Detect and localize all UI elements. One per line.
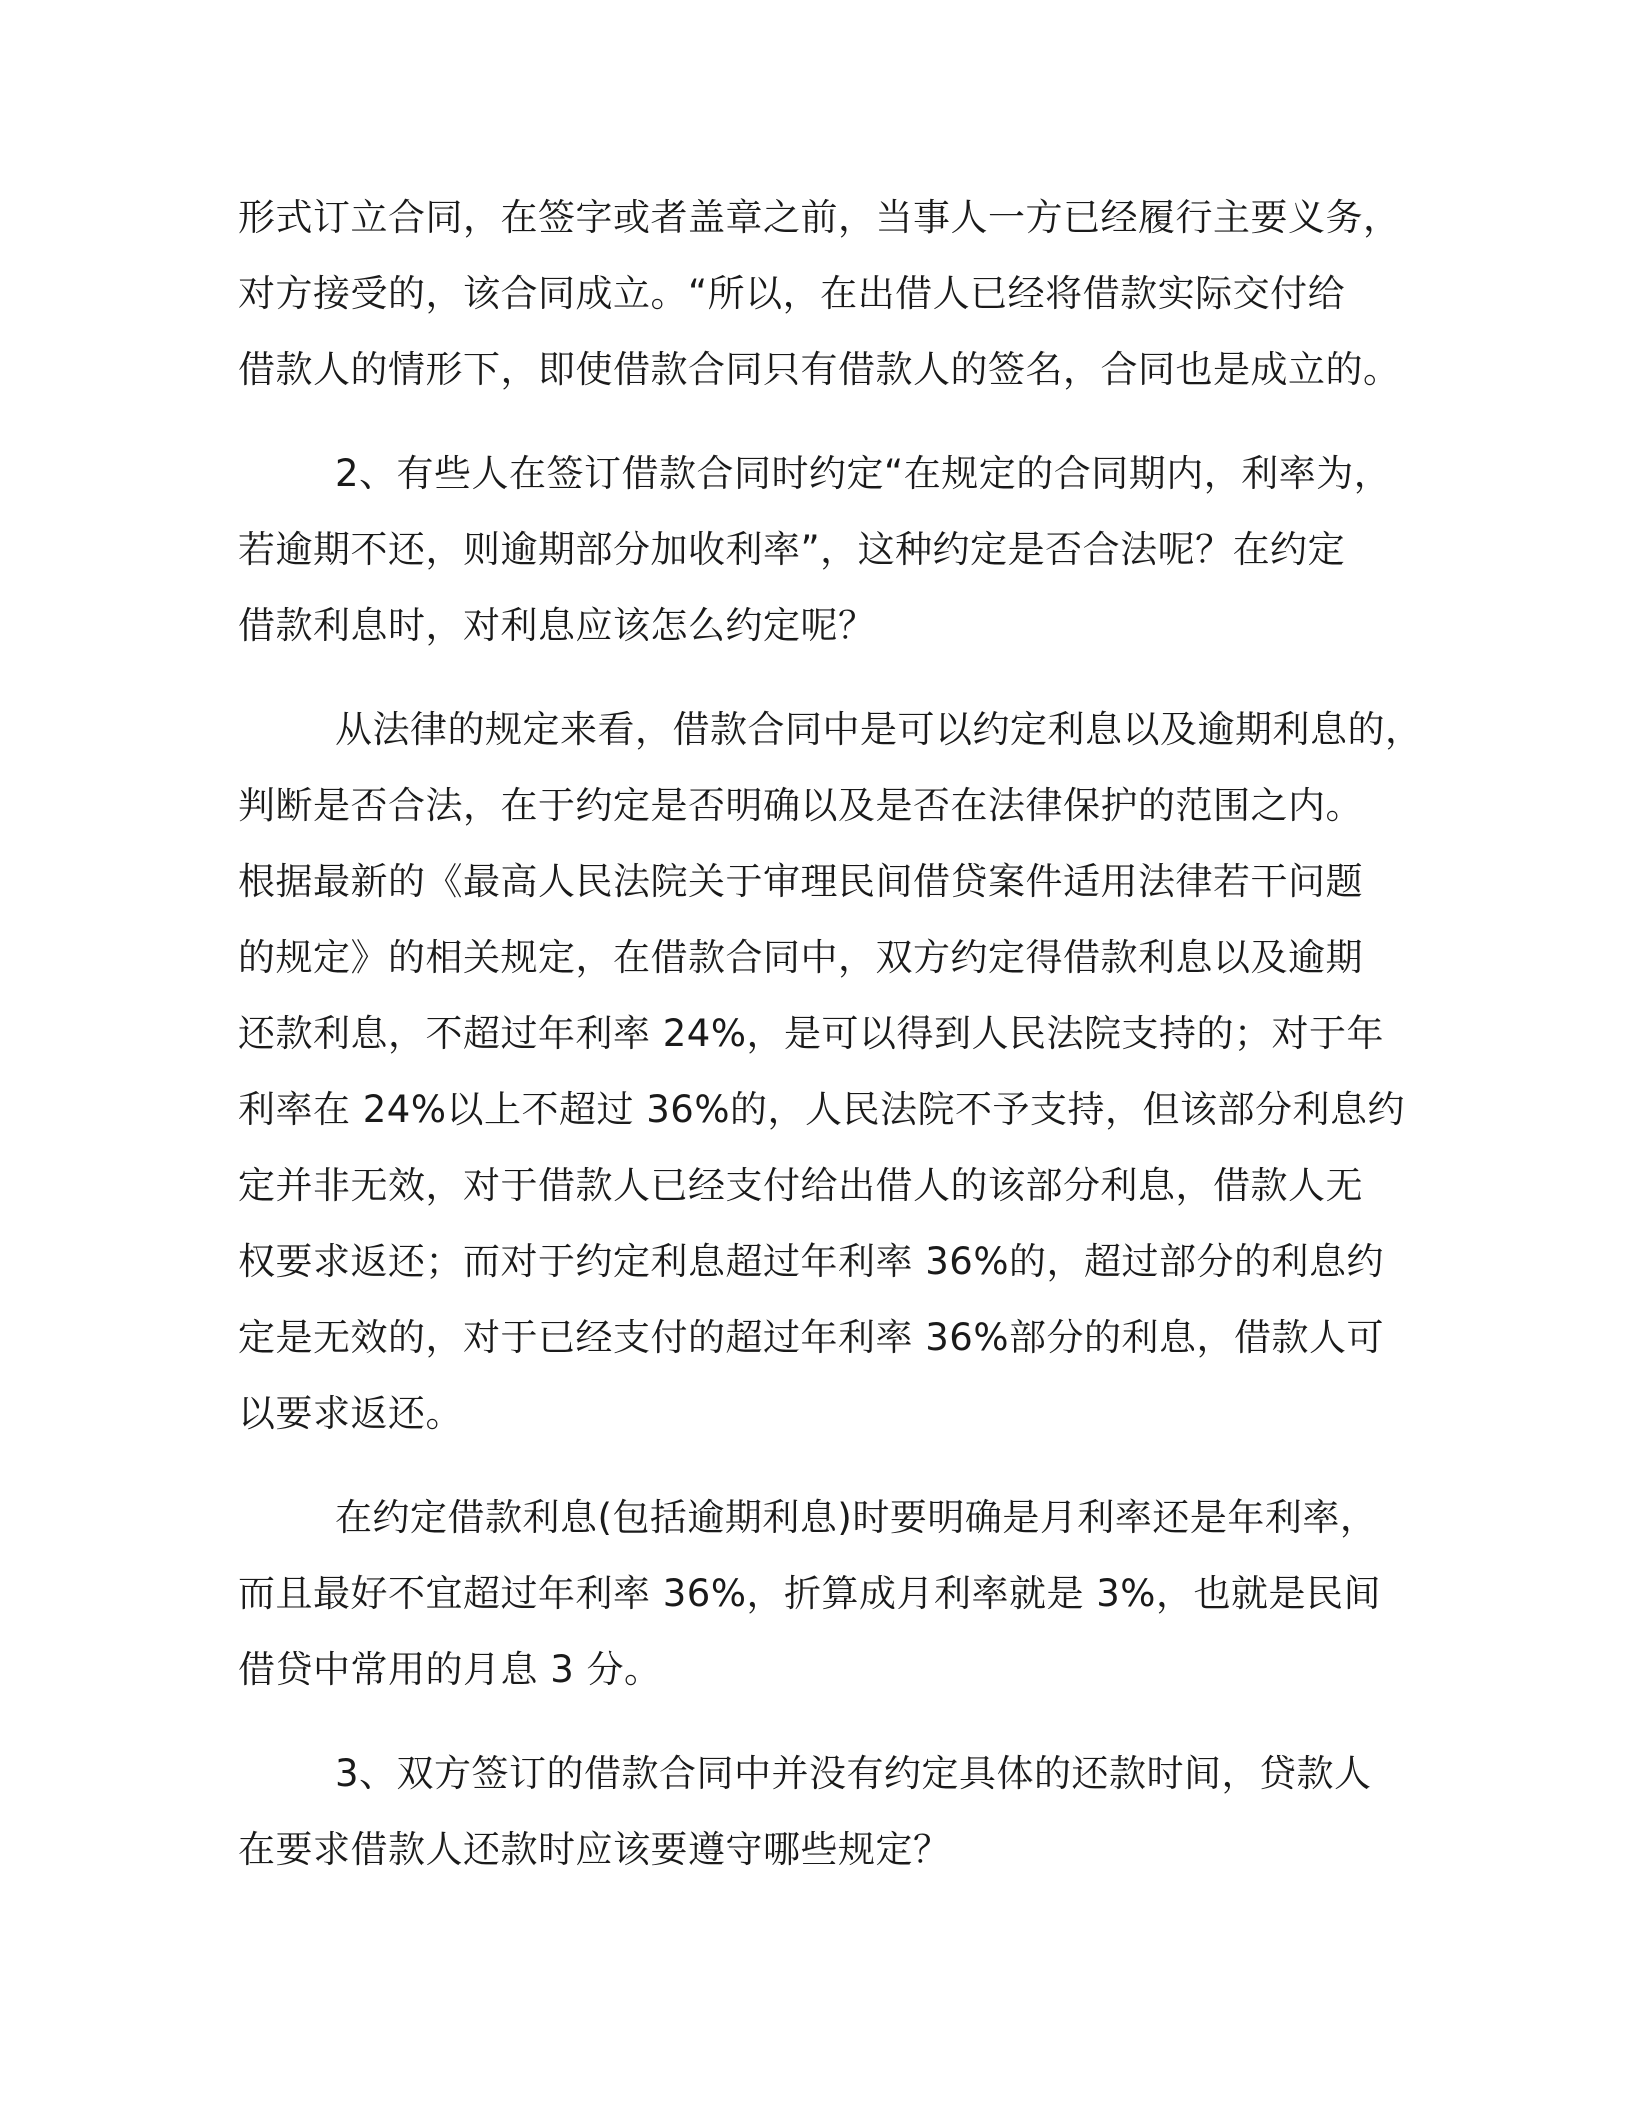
paragraph-5-line-1: 3、双方签订的借款合同中并没有约定具体的还款时间，贷款人 <box>335 1752 1372 1795</box>
paragraph-2-line-2: 若逾期不还，则逾期部分加收利率”，这种约定是否合法呢？在约定 <box>238 528 1346 571</box>
paragraph-1-line-3: 借款人的情形下，即使借款合同只有借款人的签名，合同也是成立的。 <box>238 348 1401 391</box>
paragraph-3-line-6: 利率在 24%以上不超过 36%的，人民法院不予支持，但该部分利息约 <box>238 1088 1405 1131</box>
paragraph-2-line-3: 借款利息时，对利息应该怎么约定呢？ <box>238 604 876 647</box>
paragraph-3-line-5: 还款利息，不超过年利率 24%，是可以得到人民法院支持的；对于年 <box>238 1012 1384 1055</box>
paragraph-4-line-1: 在约定借款利息(包括逾期利息)时要明确是月利率还是年利率， <box>335 1496 1378 1539</box>
paragraph-4-line-3: 借贷中常用的月息 3 分。 <box>238 1648 662 1691</box>
paragraph-3-line-4: 的规定》的相关规定，在借款合同中，双方约定得借款利息以及逾期 <box>238 936 1363 979</box>
paragraph-3-line-1: 从法律的规定来看，借款合同中是可以约定利息以及逾期利息的， <box>335 708 1423 751</box>
paragraph-3-line-7: 定并非无效，对于借款人已经支付给出借人的该部分利息，借款人无 <box>238 1164 1363 1207</box>
paragraph-5-line-2: 在要求借款人还款时应该要遵守哪些规定？ <box>238 1828 951 1871</box>
paragraph-1-line-1: 形式订立合同，在签字或者盖章之前，当事人一方已经履行主要义务， <box>238 196 1401 239</box>
paragraph-3-line-9: 定是无效的，对于已经支付的超过年利率 36%部分的利息，借款人可 <box>238 1316 1384 1359</box>
paragraph-4-line-2: 而且最好不宜超过年利率 36%，折算成月利率就是 3%，也就是民间 <box>238 1572 1381 1615</box>
paragraph-3-line-2: 判断是否合法，在于约定是否明确以及是否在法律保护的范围之内。 <box>238 784 1363 827</box>
paragraph-3-line-8: 权要求返还；而对于约定利息超过年利率 36%的，超过部分的利息约 <box>238 1240 1384 1283</box>
paragraph-2-line-1: 2、有些人在签订借款合同时约定“在规定的合同期内，利率为， <box>335 452 1392 495</box>
paragraph-1-line-2: 对方接受的，该合同成立。“所以，在出借人已经将借款实际交付给 <box>238 272 1346 315</box>
paragraph-3-line-3: 根据最新的《最高人民法院关于审理民间借贷案件适用法律若干问题 <box>238 860 1363 903</box>
paragraph-3-line-10: 以要求返还。 <box>238 1392 463 1435</box>
